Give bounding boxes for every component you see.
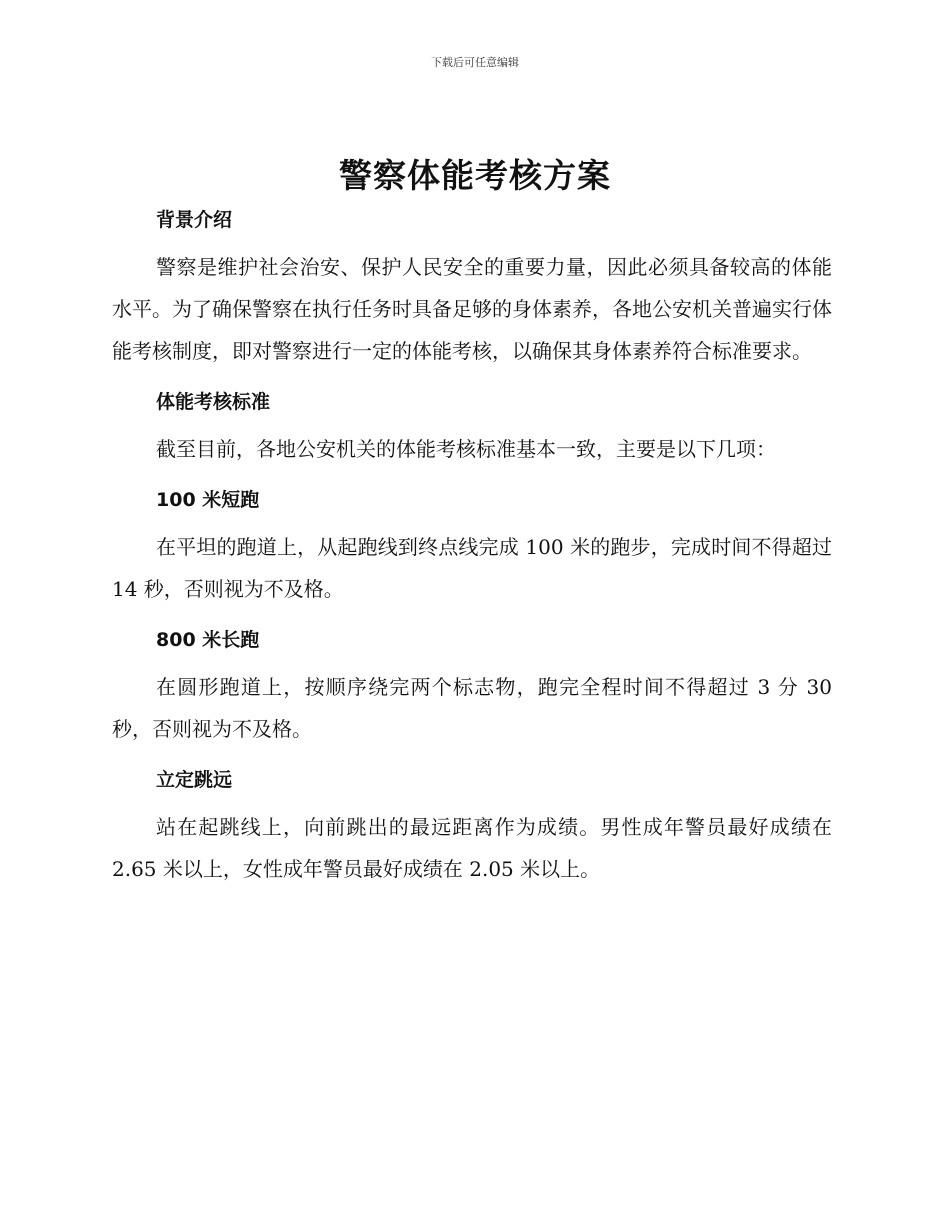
document-body — [112, 204, 832, 890]
header-note: 下载后可任意编辑 — [431, 56, 519, 69]
section-paragraph-100m-sprint: 在平坦的跑道上，从起跑线到终点线完成 100 米的跑步，完成时间不得超过 14 秒，否则视为不及格。 — [112, 535, 832, 601]
section-heading-background: 背景介绍 — [156, 209, 233, 231]
section-paragraph-800m-run: 在圆形跑道上，按顺序绕完两个标志物，跑完全程时间不得超过 3 分 30 秒，否则视为不及格。 — [112, 675, 832, 741]
section-heading-standards: 体能考核标准 — [156, 391, 271, 413]
section-heading-100m-sprint: 100 米短跑 — [156, 489, 260, 511]
section-heading-standing-jump: 立定跳远 — [156, 769, 233, 791]
section-paragraph-background: 警察是维护社会治安、保护人民安全的重要力量，因此必须具备较高的体能水平。为了确保警察在执行任务时具备足够的身体素养，各地公安机关普遍实行体能考核制度，即对警察进行一定的体能考核，以确保其身体素养符合标准要求。 — [112, 255, 832, 363]
document-title: 警察体能考核方案 — [339, 156, 611, 195]
section-heading-800m-run: 800 米长跑 — [156, 629, 260, 651]
section-paragraph-standing-jump: 站在起跳线上，向前跳出的最远距离作为成绩。男性成年警员最好成绩在 2.65 米以上，女性成年警员最好成绩在 2.05 米以上。 — [112, 815, 832, 881]
section-paragraph-standards: 截至目前，各地公安机关的体能考核标准基本一致，主要是以下几项： — [156, 437, 776, 461]
